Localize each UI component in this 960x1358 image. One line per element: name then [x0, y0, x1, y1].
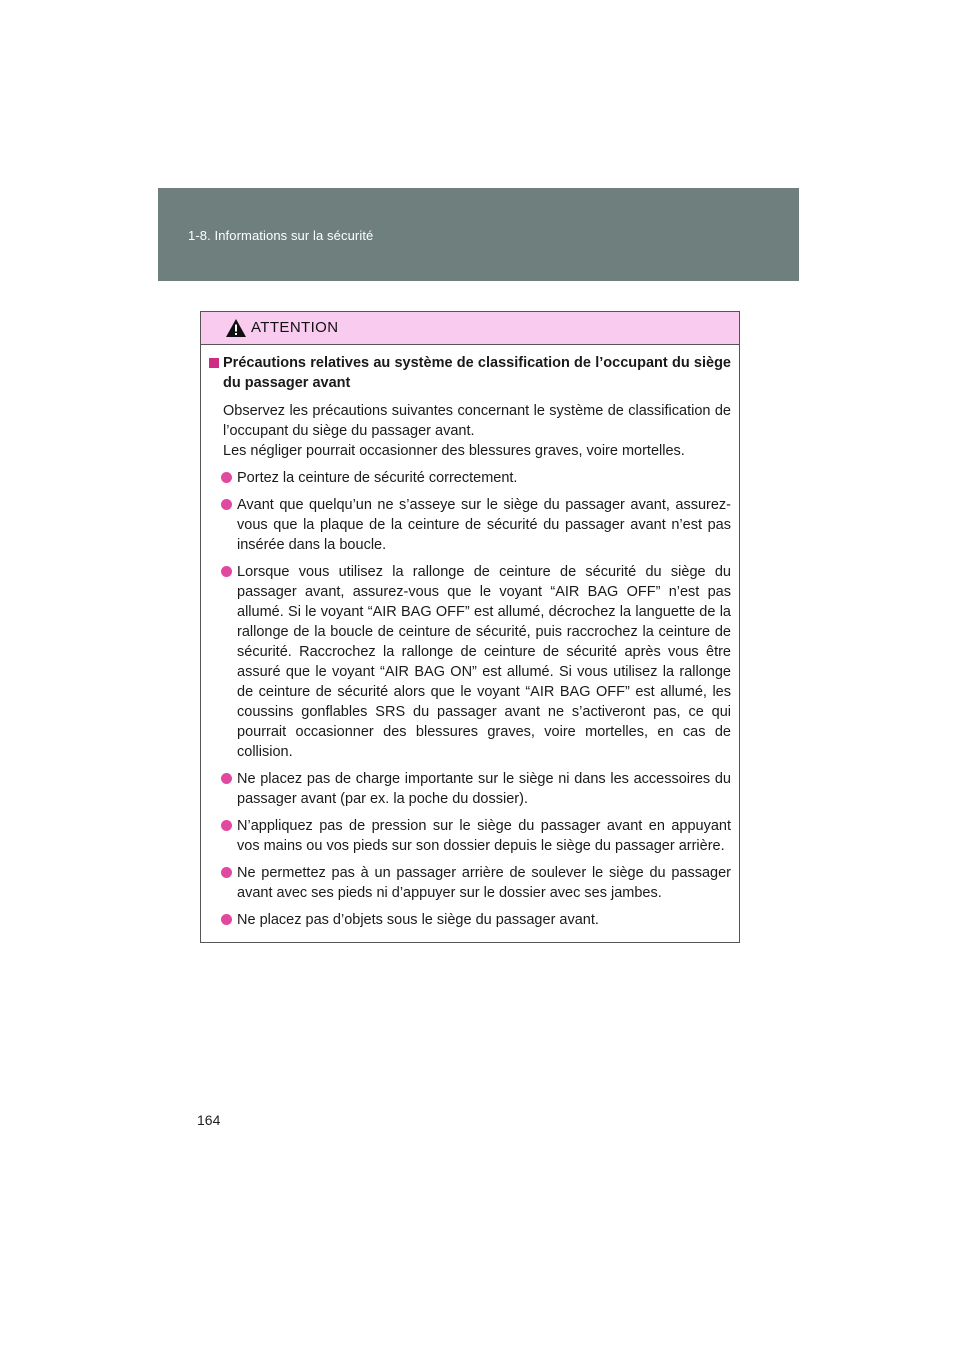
warning-header — [201, 312, 739, 345]
bullet-dot-icon — [221, 773, 232, 784]
precaution-list — [209, 468, 731, 930]
warning-box — [200, 311, 740, 943]
list-item — [209, 495, 731, 555]
bullet-dot-icon — [221, 472, 232, 483]
warning-intro — [209, 401, 731, 461]
section-title: 1-8. Informations sur la sécurité — [188, 228, 374, 243]
list-item-text: N’appliquez pas de pression sur le siège du passager avant en appuyant vos mains ou vos pieds sur son dossier depuis le siège du passager arrière. — [237, 818, 731, 854]
list-item-text: Ne permettez pas à un passager arrière de soulever le siège du passager avant avec ses pieds ni d’appuyer sur le dossier avec ses jambes. — [237, 865, 731, 901]
intro-line: Les négliger pourrait occasionner des blessures graves, voire mortelles. — [223, 443, 685, 459]
bullet-dot-icon — [221, 867, 232, 878]
list-item — [209, 468, 731, 488]
list-item-text: Avant que quelqu’un ne s’asseye sur le siège du passager avant, assurez-vous que la plaque de la ceinture de sécurité du passager avant n’est pas insérée dans la boucle. — [237, 497, 731, 553]
intro-line: Observez les précautions suivantes concernant le système de classification de l’occupant du siège du passager avant. — [223, 403, 731, 439]
warning-triangle-icon — [225, 318, 247, 338]
warning-label: ATTENTION — [251, 319, 339, 336]
list-item-text: Lorsque vous utilisez la rallonge de ceinture de sécurité du siège du passager avant, assurez-vous que le voyant “AIR BAG OFF” n’est pas allumé. Si le voyant “AIR BAG OFF” est allumé, décrochez la languette de la rallonge de la boucle de ceinture de sécurité, puis raccrochez la ceinture de sécurité. Raccrochez la rallonge de ceinture de sécurité après vous être assuré que le voyant “AIR BAG ON” est allumé. Si vous utilisez la rallonge de ceinture de sécurité alors que le voyant “AIR BAG OFF” est allumé, les coussins gonflables SRS du passager avant ne s’activeront pas, ce qui pourrait occasionner des blessures graves, voire mortelles, en cas de collision. — [237, 564, 731, 760]
list-item — [209, 910, 731, 930]
section-header-band — [158, 188, 799, 281]
square-bullet-icon — [209, 358, 219, 368]
bullet-dot-icon — [221, 499, 232, 510]
page-number: 164 — [197, 1112, 221, 1128]
list-item-text: Ne placez pas d’objets sous le siège du passager avant. — [237, 912, 599, 928]
bullet-dot-icon — [221, 566, 232, 577]
list-item — [209, 562, 731, 762]
warning-heading — [209, 353, 731, 393]
list-item-text: Ne placez pas de charge importante sur le siège ni dans les accessoires du passager avant (par ex. la poche du dossier). — [237, 771, 731, 807]
list-item — [209, 816, 731, 856]
list-item-text: Portez la ceinture de sécurité correctement. — [237, 470, 518, 486]
warning-body — [201, 345, 739, 930]
list-item — [209, 769, 731, 809]
warning-heading-text: Précautions relatives au système de classification de l’occupant du siège du passager avant — [223, 355, 731, 391]
bullet-dot-icon — [221, 820, 232, 831]
list-item — [209, 863, 731, 903]
bullet-dot-icon — [221, 914, 232, 925]
